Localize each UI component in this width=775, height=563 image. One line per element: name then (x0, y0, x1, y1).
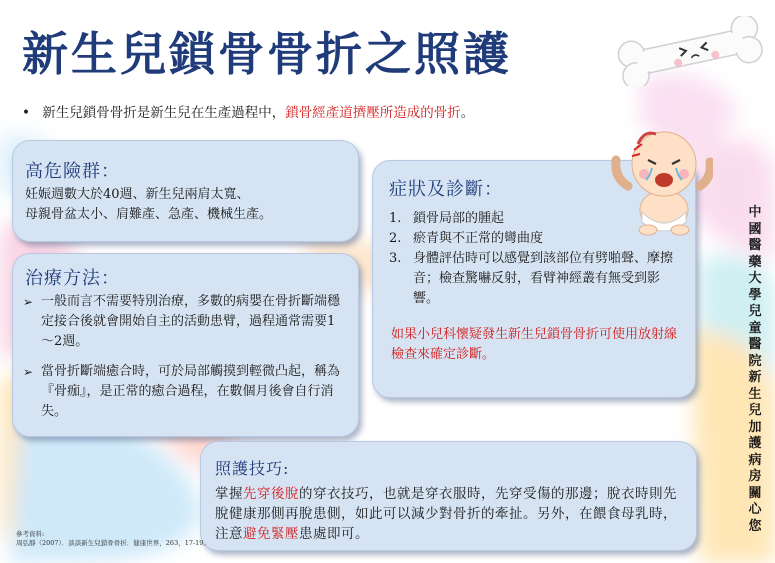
item-number: 3. (389, 251, 402, 266)
symptom-text: 鎖骨局部的腫起 (413, 211, 505, 226)
care-text (215, 484, 685, 544)
care-text-b: 的穿衣技巧，也就是穿衣服時，先穿受傷的那邊；脫衣時則先脫健康那側再脫患側，如此可以減少對骨折的牽扯。另外，在餵食母乳時，注意 (215, 486, 677, 542)
arrow-bullet-icon: ➢ (23, 295, 34, 309)
list-item (23, 292, 343, 352)
reference-label: 參考資料: (16, 530, 45, 538)
symptom-text: 身體評估時可以感覺到該部位有劈啪聲、摩擦音；檢查驚嚇反射，看臂神經叢有無受到影響。 (413, 251, 674, 306)
reference (16, 530, 210, 548)
treatment-list (23, 292, 343, 432)
item-number: 2. (389, 231, 402, 246)
care-text-a: 掌握 (215, 486, 243, 502)
risk-text (25, 185, 355, 225)
list-item (389, 249, 684, 309)
risk-card (12, 140, 359, 242)
page-title: 新生兒鎖骨骨折之照護 (22, 27, 512, 81)
list-item (23, 362, 343, 422)
bullet: • (22, 105, 30, 121)
intro-end: 。 (460, 105, 475, 121)
symptom-text: 瘀青與不正常的彎曲度 (413, 231, 544, 246)
care-text-c: 患處即可。 (299, 526, 369, 542)
care-highlight-2: 避免緊壓 (243, 526, 299, 542)
intro-line (22, 101, 474, 121)
treatment-item-text: 當骨折斷端癒合時，可於局部觸摸到輕微凸起，稱為『骨痂』，是正常的癒合過程，在數個月後會自行消失。 (41, 364, 341, 419)
intro-highlight: 鎖骨經產道擠壓所造成的骨折 (285, 105, 461, 121)
risk-line-1: 妊娠週數大於40週、新生兒兩肩太寬、 (25, 187, 250, 202)
arrow-bullet-icon: ➢ (23, 365, 34, 379)
care-card (200, 441, 697, 551)
symptoms-heading: 症狀及診斷： (389, 179, 503, 200)
treatment-card (12, 253, 359, 437)
risk-heading: 高危險群： (25, 161, 120, 182)
reference-text: 周弘靜（2007）．談談新生兒鎖骨骨折．健康世界，263，17-19。 (16, 539, 210, 547)
treatment-heading: 治療方法： (25, 268, 120, 289)
intro-text: 新生兒鎖骨骨折是新生兒在生產過程中， (42, 105, 286, 121)
diagnosis-note: 如果小兒科懷疑發生新生兒鎖骨骨折可使用放射線檢查來確定診斷。 (391, 327, 678, 362)
vertical-credit: 中國醫藥大學兒童醫院新生兒加護病房關心您 (748, 205, 762, 534)
item-number: 1. (389, 211, 402, 226)
care-heading: 照護技巧: (215, 459, 290, 478)
bone-icon (610, 16, 770, 86)
crying-baby-icon (608, 120, 713, 238)
treatment-item-text: 一般而言不需要特別治療，多數的病嬰在骨折斷端穩定接合後就會開始自主的活動患臂，過程通常需要1～2週。 (41, 294, 341, 349)
risk-line-2: 母親骨盆太小、肩難產、急產、機械生產。 (25, 207, 273, 222)
care-highlight-1: 先穿後脫 (243, 486, 299, 502)
